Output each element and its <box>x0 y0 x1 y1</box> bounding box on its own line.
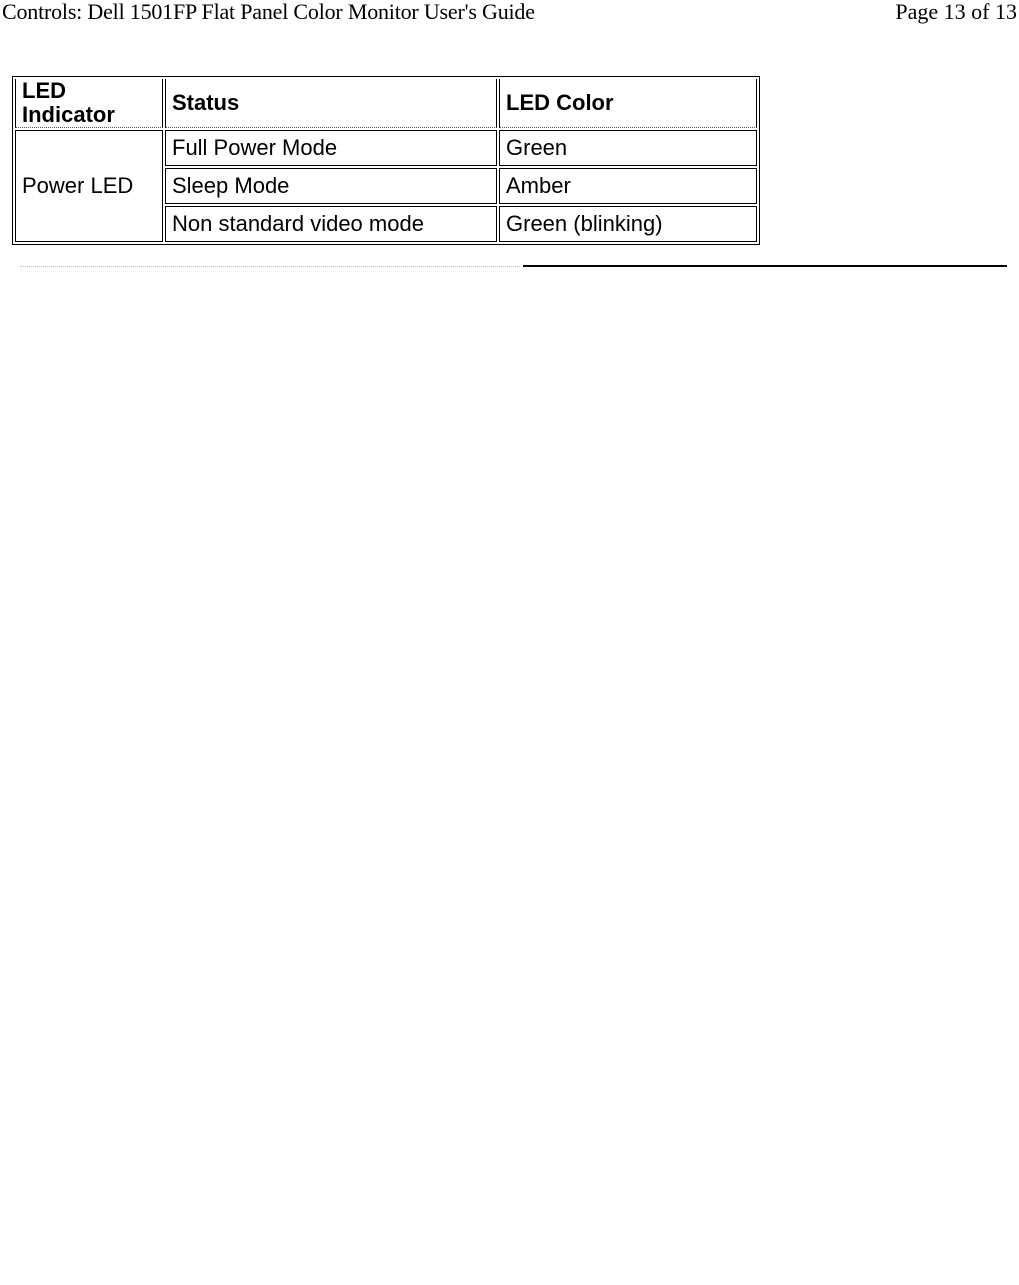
color-cell: Green <box>499 130 757 166</box>
header-led-color: LED Color <box>499 79 757 128</box>
header-status: Status <box>165 79 497 128</box>
faint-divider <box>20 266 520 267</box>
status-cell: Full Power Mode <box>165 130 497 166</box>
horizontal-divider <box>523 265 1007 267</box>
table-header-row <box>15 79 757 128</box>
status-cell: Non standard video mode <box>165 206 497 242</box>
color-cell: Amber <box>499 168 757 204</box>
table-row <box>15 130 757 166</box>
document-title: Controls: Dell 1501FP Flat Panel Color Monitor User's Guide <box>2 0 535 24</box>
header-led-indicator: LED Indicator <box>15 79 163 128</box>
power-led-label: Power LED <box>15 130 163 242</box>
page-number: Page 13 of 13 <box>895 0 1017 24</box>
page-header <box>0 0 1019 30</box>
color-cell: Green (blinking) <box>499 206 757 242</box>
led-indicator-table <box>12 76 760 245</box>
status-cell: Sleep Mode <box>165 168 497 204</box>
